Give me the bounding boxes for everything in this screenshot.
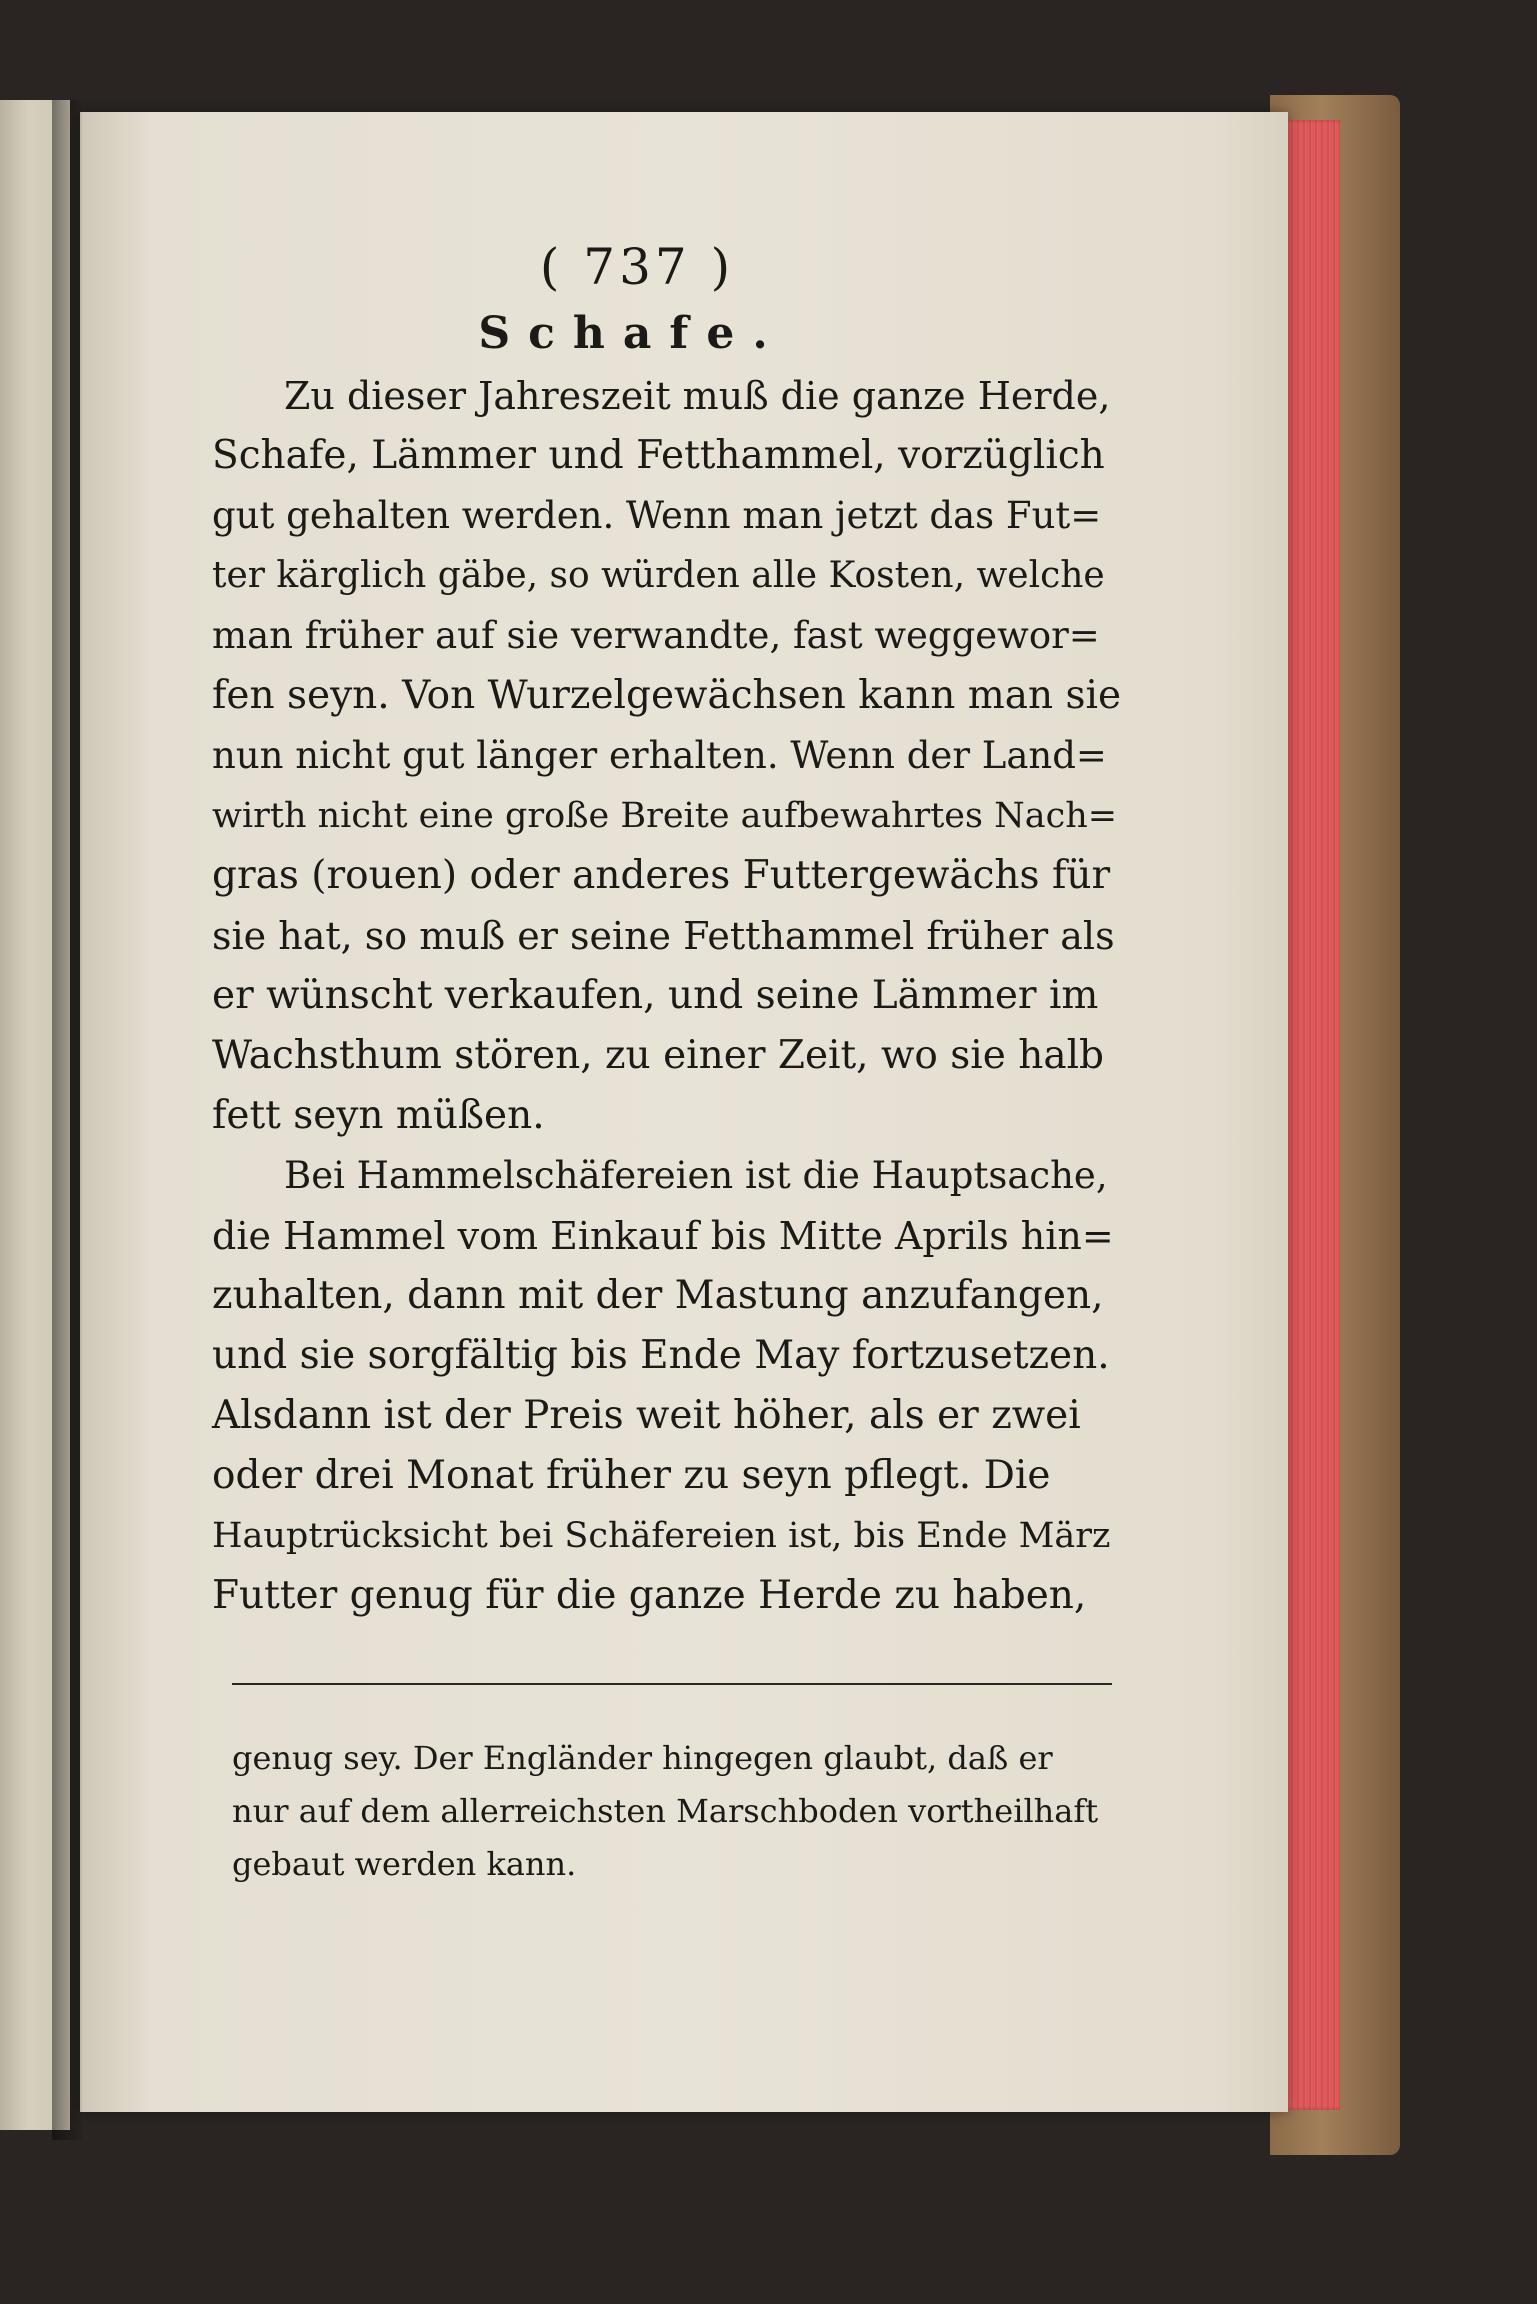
- body-text: [212, 366, 1122, 1626]
- text-line: man früher auf sie verwandte, fast weggewor=: [212, 614, 1100, 657]
- text-line: Wachsthum stören, zu einer Zeit, wo sie halb: [212, 1033, 1105, 1078]
- text-line: nun nicht gut länger erhalten. Wenn der Land=: [212, 734, 1107, 777]
- text-line: und sie sorgfältig bis Ende May fortzusetzen.: [212, 1333, 1110, 1378]
- section-title: Schafe.: [478, 308, 786, 359]
- text-line: wirth nicht eine große Breite aufbewahrtes Nach=: [212, 796, 1118, 836]
- page-number-header: ( 737 ): [539, 238, 735, 296]
- text-line: er wünscht verkaufen, und seine Lämmer im: [212, 973, 1099, 1018]
- text-line: Alsdann ist der Preis weit höher, als er zwei: [212, 1393, 1081, 1438]
- text-line: oder drei Monat früher zu seyn pflegt. Die: [212, 1453, 1051, 1498]
- text-line: Hauptrücksicht bei Schäfereien ist, bis Ende März: [212, 1516, 1111, 1556]
- text-line: Bei Hammelschäfereien ist die Hauptsache,: [284, 1154, 1108, 1197]
- text-line: gras (rouen) oder anderes Futtergewächs für: [212, 853, 1111, 898]
- footnote-line: gebaut werden kann.: [232, 1845, 577, 1883]
- text-line: die Hammel vom Einkauf bis Mitte Aprils hin=: [212, 1214, 1114, 1258]
- footnote: [232, 1732, 1122, 1891]
- text-line: fett seyn müßen.: [212, 1093, 545, 1138]
- text-line: sie hat, so muß er seine Fetthammel früher als: [212, 914, 1115, 958]
- text-line: fen seyn. Von Wurzelgewächsen kann man sie: [212, 673, 1122, 718]
- text-line: gut gehalten werden. Wenn man jetzt das Fut=: [212, 494, 1102, 537]
- page-content: [212, 232, 1122, 1626]
- red-page-edges: [1282, 120, 1340, 2110]
- text-line: ter kärglich gäbe, so würden alle Kosten, welche: [212, 555, 1105, 596]
- text-line: Zu dieser Jahreszeit muß die ganze Herde,: [284, 374, 1111, 418]
- book-gutter: [52, 100, 82, 2140]
- text-line: zuhalten, dann mit der Mastung anzufangen,: [212, 1273, 1104, 1318]
- footnote-line: nur auf dem allerreichsten Marschboden vortheilhaft: [232, 1792, 1099, 1830]
- text-line: Schafe, Lämmer und Fetthammel, vorzüglich: [212, 433, 1105, 478]
- footnote-separator: [232, 1683, 1112, 1685]
- footnote-line: genug sey. Der Engländer hingegen glaubt, daß er: [232, 1739, 1053, 1777]
- text-line: Futter genug für die ganze Herde zu haben,: [212, 1573, 1087, 1618]
